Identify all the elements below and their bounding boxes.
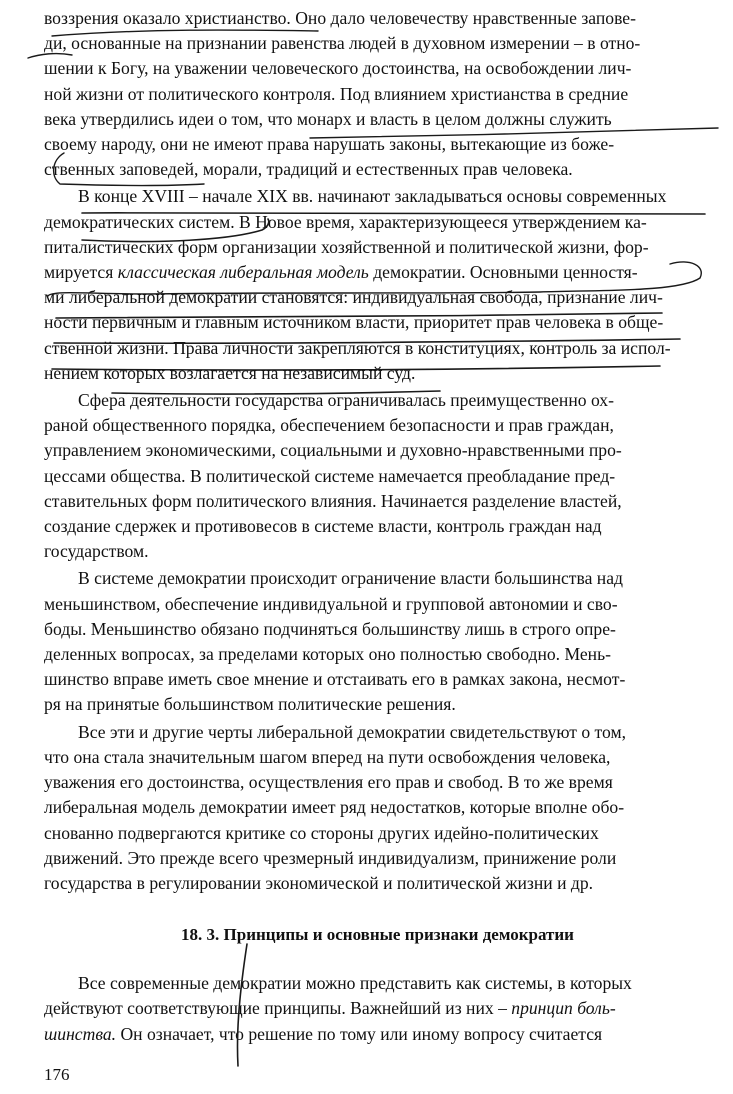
text-run: воззрения оказало христианство. Оно дало человечеству нравственные запове- [44, 8, 636, 28]
text-run: мируется [44, 262, 118, 283]
text-run: В системе демократии происходит ограничение власти большинства над [78, 568, 623, 589]
text-run: ми либеральной демократии становятся: индивидуальная свобода, признание лич- [44, 287, 663, 308]
text-run: шинство вправе иметь свое мнение и отстаивать его в рамках закона, несмот- [44, 669, 626, 690]
text-run: либеральная модель демократии имеет ряд недостатков, которые вполне обо- [44, 797, 625, 818]
text-run: ственной жизни. Права личности закрепляются в конституциях, контроль за испол- [44, 337, 671, 358]
italic-term: принцип боль- [511, 998, 616, 1019]
text-run: Все эти и другие черты либеральной демократии свидетельствуют о том, [78, 721, 626, 742]
text-run: ди, основанные на признании равенства людей в духовном измерении – в отно- [44, 33, 641, 54]
text-run: ря на принятые большинством политические решения. [44, 694, 456, 715]
text-run: ственных заповедей, морали, традиций и естественных прав человека. [44, 159, 573, 180]
section-heading: 18. 3. Принципы и основные признаки демократии [181, 925, 574, 945]
text-run: шении к Богу, на уважении человеческого достоинства, на освобождении лич- [44, 58, 632, 79]
text-run: Сфера деятельности государства ограничивалась преимущественно ох- [78, 390, 614, 411]
main-text [44, 6, 711, 896]
text-run: уважения его достоинства, осуществления его прав и свобод. В то же время [44, 772, 613, 793]
text-run: века утвердились идеи о том, что монарх и власть в целом должны служить [44, 108, 612, 129]
text-run: Все современные демократии можно представить как системы, в которых [78, 973, 632, 994]
text-run: демократии. Основными ценностя- [368, 262, 638, 283]
text-run: своему народу, они не имеют права нарушать законы, вытекающие из боже- [44, 134, 615, 155]
text-run: В конце XVIII – начале XIX вв. начинают закладываться основы современных [78, 186, 667, 207]
text-run: Он означает, что решение по тому или иному вопросу считается [116, 1023, 603, 1044]
text-run: раной общественного порядка, обеспечением безопасности и прав граждан, [44, 415, 614, 436]
text-run: ной жизни от политического контроля. Под влиянием христианства в средние [44, 83, 629, 104]
paragraph-p6 [44, 971, 711, 1047]
text-run: нением которых возлагается на независимый суд. [44, 362, 416, 383]
italic-term: шинства. [44, 1023, 117, 1044]
text-run: питалистических форм организации хозяйственной и политической жизни, фор- [44, 236, 649, 257]
paragraph-p1 [44, 6, 711, 182]
text-run: ставительных форм политического влияния. Начинается разделение властей, [44, 490, 622, 511]
text-run: деленных вопросах, за пределами которых оно полностью свободно. Мень- [44, 644, 611, 665]
paragraph-p5 [44, 720, 711, 896]
text-run: меньшинством, обеспечение индивидуальной и групповой автономии и сво- [44, 593, 618, 614]
section-text [44, 971, 711, 1047]
text-run: государством. [44, 541, 149, 562]
paragraph-p3 [44, 388, 711, 564]
text-run: что она стала значительным шагом вперед на пути освобождения человека, [44, 746, 611, 767]
paragraph-p4 [44, 566, 711, 717]
text-run: ности первичным и главным источником власти, приоритет прав человека в обще- [44, 312, 664, 333]
text-run: государства в регулировании экономической и политической жизни и др. [44, 872, 594, 893]
text-run: движений. Это прежде всего чрезмерный индивидуализм, принижение роли [44, 847, 617, 868]
paragraph-p2 [44, 184, 711, 386]
text-run: цессами общества. В политической системе намечается преобладание пред- [44, 465, 616, 486]
text-run: снованно подвергаются критике со стороны других идейно-политических [44, 822, 599, 843]
text-run: демократических систем. В Новое время, характеризующееся утверждением ка- [44, 211, 647, 232]
italic-term: классическая либеральная модель [117, 262, 369, 283]
text-run: боды. Меньшинство обязано подчиняться большинству лишь в строго опре- [44, 618, 616, 639]
text-run: управлением экономическими, социальными и духовно-нравственными про- [44, 440, 622, 461]
text-run: действуют соответствующие принципы. Важнейший из них – [44, 998, 512, 1019]
page-number: 176 [44, 1065, 70, 1084]
text-run: создание сдержек и противовесов в системе власти, контроль граждан над [44, 516, 602, 537]
